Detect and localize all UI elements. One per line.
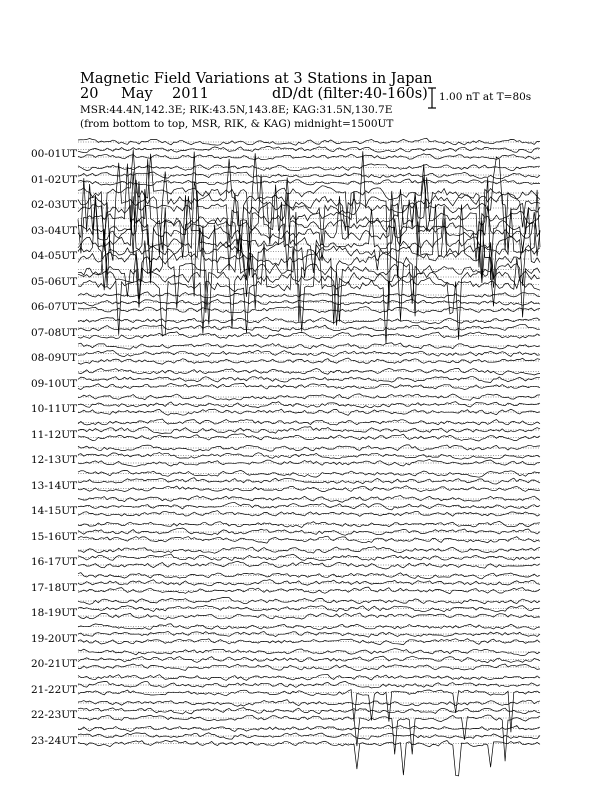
trace-rik	[78, 503, 540, 510]
hour-label: 16-17UT	[31, 556, 78, 568]
hour-label: 14-15UT	[31, 505, 78, 517]
hour-label: 08-09UT	[31, 352, 78, 364]
trace-msr	[78, 715, 540, 761]
trace-msr	[78, 179, 540, 186]
trace-kag	[78, 470, 540, 477]
date-month: May	[121, 86, 153, 102]
hour-label: 17-18UT	[31, 581, 78, 594]
trace-rik	[78, 632, 540, 638]
trace-msr	[78, 205, 540, 325]
hour-label: 11-12UT	[31, 428, 78, 441]
trace-rik	[78, 681, 540, 688]
trace-rik	[78, 453, 540, 460]
hour-label: 01-02UT	[31, 173, 78, 186]
chart-title: Magnetic Field Variations at 3 Stations in Japan	[80, 71, 433, 87]
hour-label: 13-14UT	[31, 479, 78, 492]
trace-msr	[78, 690, 540, 733]
hour-label: 22-23UT	[31, 709, 78, 721]
date-year: 2011	[172, 86, 209, 102]
trace-msr	[78, 409, 540, 415]
hour-label: 02-03UT	[31, 199, 78, 211]
hour-label: 03-04UT	[31, 224, 78, 237]
trace-msr	[78, 332, 540, 339]
hour-label: 20-21UT	[31, 658, 78, 670]
trace-rik	[78, 580, 540, 586]
trace-msr	[78, 154, 540, 160]
trace-rik	[78, 528, 540, 535]
hour-label: 15-16UT	[31, 530, 78, 543]
hour-label: 00-01UT	[31, 148, 78, 160]
trace-msr	[78, 741, 540, 776]
trace-kag	[78, 138, 540, 145]
station-coordinates: MSR:44.4N,142.3E; RIK:43.5N,143.8E; KAG:31.5N,130.7E	[80, 104, 393, 116]
order-note: (from bottom to top, MSR, RIK, & KAG) midnight=1500UT	[80, 118, 394, 130]
trace-rik	[78, 377, 540, 383]
date-day: 20	[80, 86, 99, 102]
hour-label: 12-13UT	[31, 454, 78, 466]
trace-rik	[78, 708, 540, 714]
hour-label: 05-06UT	[31, 275, 78, 288]
filter-label: dD/dt (filter:40-160s)	[272, 86, 428, 102]
trace-msr	[78, 511, 540, 517]
hour-label: 06-07UT	[31, 301, 78, 313]
trace-rik	[78, 191, 540, 309]
hour-label: 09-10UT	[31, 377, 78, 390]
hour-label: 07-08UT	[31, 326, 78, 339]
trace-kag	[78, 419, 540, 425]
trace-kag	[78, 624, 540, 630]
hour-label: 04-05UT	[31, 250, 78, 262]
scale-bar-icon	[428, 88, 436, 108]
trace-rik	[78, 554, 540, 561]
hour-label: 10-11UT	[31, 403, 78, 415]
hour-label: 19-20UT	[31, 632, 78, 645]
hour-label: 23-24UT	[31, 734, 78, 747]
trace-kag	[78, 573, 540, 579]
hour-label: 18-19UT	[31, 607, 78, 619]
scale-label: 1.00 nT at T=80s	[439, 91, 532, 103]
trace-msr	[78, 536, 540, 543]
trace-msr	[78, 664, 540, 671]
trace-group	[78, 138, 540, 776]
hour-label: 21-22UT	[31, 683, 78, 696]
